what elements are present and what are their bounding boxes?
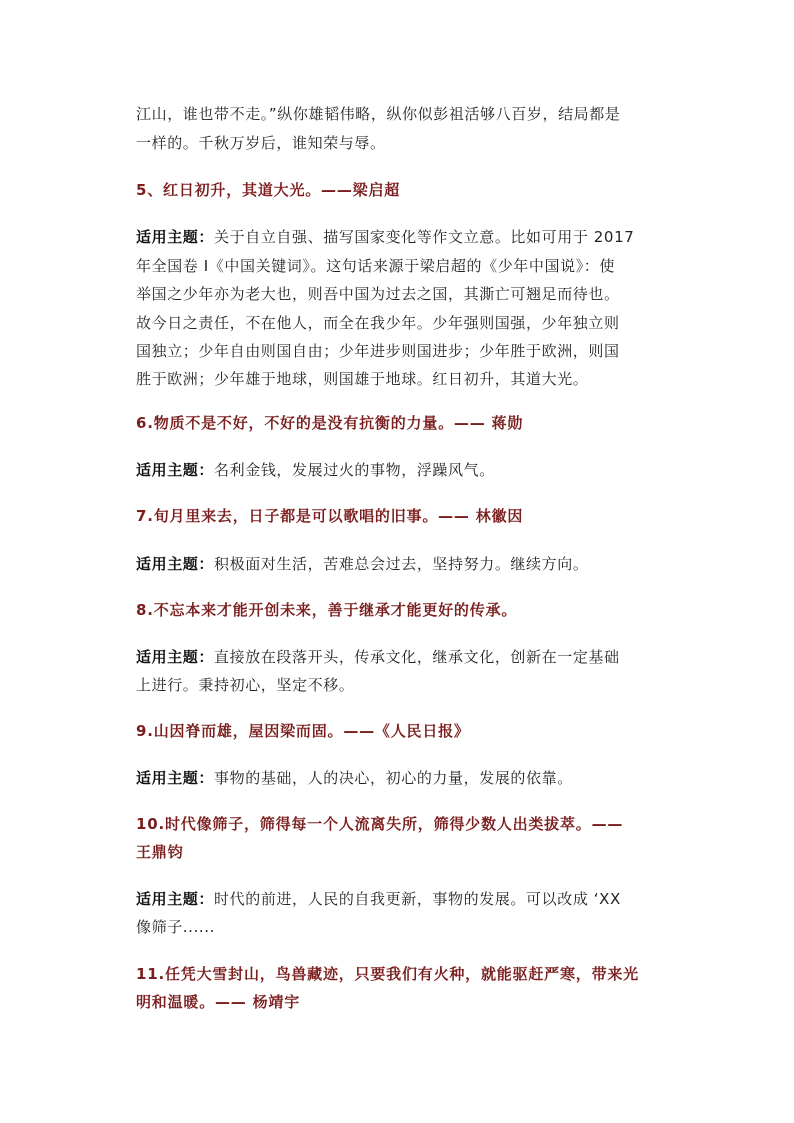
quote-10-heading-line-1: 10.时代像筛子，筛得每一个人流离失所，筛得少数人出类拔萃。—— (136, 815, 624, 833)
quote-9-heading: 9.山因脊而雄，屋因梁而固。——《人民日报》 (136, 722, 470, 740)
quote-10-theme-line-1 (136, 890, 676, 908)
theme-text: 名利金钱，发展过火的事物，浮躁风气。 (214, 461, 495, 479)
intro-line-2: 一样的。千秋万岁后，谁知荣与辱。 (136, 134, 386, 152)
quote-5-theme-line-2: 年全国卷 I《中国关键词》。这句话来源于梁启超的《少年中国说》：使 (136, 257, 615, 275)
quote-6-theme-line-1 (136, 461, 676, 479)
quote-10-heading-line-2: 王鼎钧 (136, 843, 184, 861)
quote-10-theme-line-2: 像筛子...... (136, 918, 216, 936)
theme-label: 适用主题： (136, 890, 215, 908)
theme-text: 直接放在段落开头，传承文化，继承文化，创新在一定基础 (214, 648, 620, 666)
theme-text: 事物的基础，人的决心，初心的力量，发展的依靠。 (214, 769, 573, 787)
quote-11-heading-line-2: 明和温暖。—— 杨靖宇 (136, 993, 301, 1011)
quote-5-theme-line-3: 举国之少年亦为老大也，则吾中国为过去之国，其澌亡可翘足而待也。 (136, 285, 620, 303)
quote-9-theme-line-1 (136, 769, 676, 787)
theme-text: 关于自立自强、描写国家变化等作文立意。比如可用于 2017 (214, 228, 635, 246)
intro-line-1: 江山，谁也带不走。”纵你雄韬伟略，纵你似彭祖活够八百岁，结局都是 (136, 105, 621, 123)
quote-8-theme-line-1 (136, 648, 676, 666)
quote-5-theme-line-5: 国独立；少年自由则国自由；少年进步则国进步；少年胜于欧洲，则国 (136, 342, 620, 360)
quote-5-theme-line-6: 胜于欧洲；少年雄于地球，则国雄于地球。红日初升，其道大光。 (136, 370, 589, 388)
quote-7-theme-line-1 (136, 555, 676, 573)
quote-11-heading-line-1: 11.任凭大雪封山，鸟兽藏迹，只要我们有火种，就能驱赶严寒，带来光 (136, 965, 639, 983)
quote-7-heading: 7.旬月里来去，日子都是可以歌唱的旧事。—— 林徽因 (136, 507, 524, 525)
theme-label: 适用主题： (136, 648, 215, 666)
theme-label: 适用主题： (136, 769, 215, 787)
quote-8-heading: 8.不忘本来才能开创未来，善于继承才能更好的传承。 (136, 601, 518, 619)
quote-6-heading: 6.物质不是不好，不好的是没有抗衡的力量。—— 蒋勋 (136, 414, 524, 432)
theme-label: 适用主题： (136, 461, 215, 479)
theme-label: 适用主题： (136, 555, 215, 573)
theme-label: 适用主题： (136, 228, 215, 246)
quote-5-theme-line-1 (136, 228, 676, 246)
theme-text: 积极面对生活，苦难总会过去，坚持努力。继续方向。 (214, 555, 589, 573)
quote-8-theme-line-2: 上进行。秉持初心，坚定不移。 (136, 676, 355, 694)
quote-5-heading: 5、红日初升，其道大光。——梁启超 (136, 181, 401, 199)
quote-5-theme-line-4: 故今日之责任，不在他人，而全在我少年。少年强则国强，少年独立则 (136, 314, 620, 332)
theme-text: 时代的前进，人民的自我更新，事物的发展。可以改成 ‘XX (214, 890, 621, 908)
